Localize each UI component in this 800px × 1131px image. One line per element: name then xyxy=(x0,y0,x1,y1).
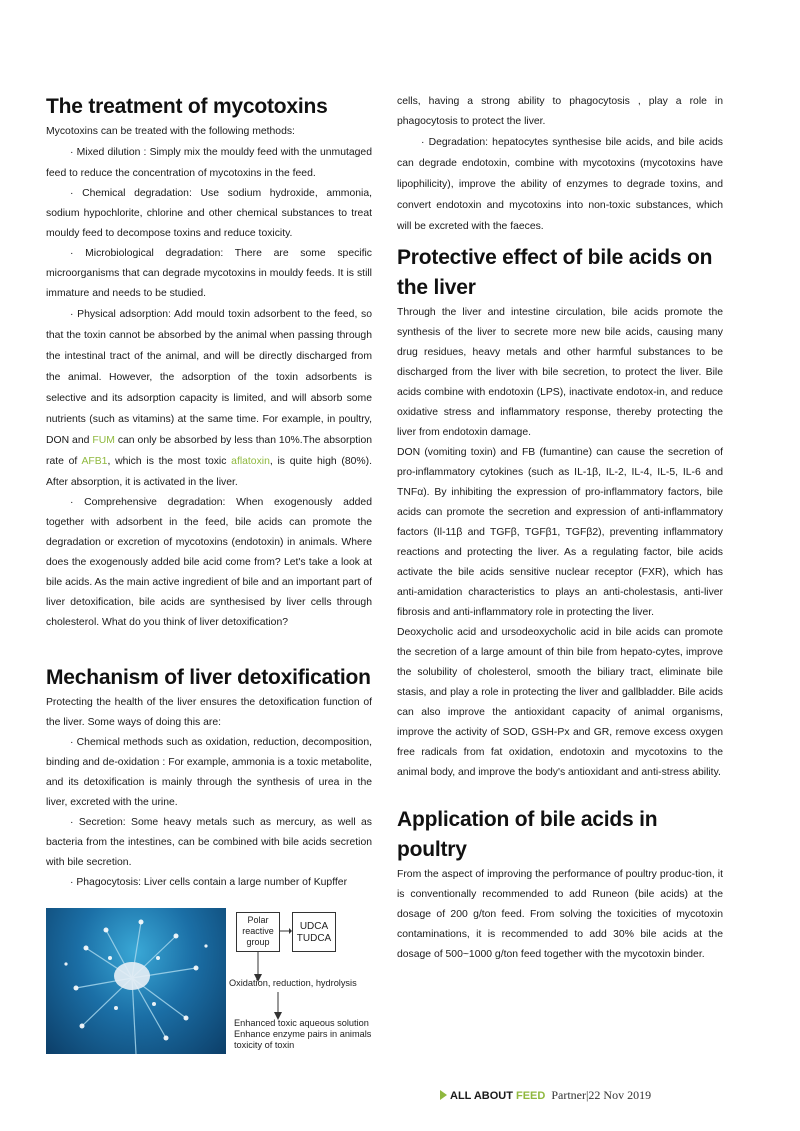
result-line-3: toxicity of toxin xyxy=(234,1040,295,1050)
physical-text-2: can only be absorbed by less than 10%.The absorption rate of xyxy=(46,435,373,467)
down-arrow-icon-2 xyxy=(271,992,285,1020)
footer-issue: Partner|22 Nov 2019 xyxy=(551,1088,652,1102)
result-line-1: Enhanced toxic aqueous solution xyxy=(234,1018,369,1028)
heading-treatment: The treatment of mycotoxins xyxy=(46,95,328,118)
left-column xyxy=(46,92,372,893)
fungus-illustration xyxy=(46,908,226,1054)
paragraph-mechanism-intro: Protecting the health of the liver ensures the detoxification function of the liver. Some ways of doing this are: xyxy=(46,697,372,728)
paragraph-protective-3: Deoxycholic acid and ursodeoxycholic acid in bile acids can promote the secretion of a large amount of thin bile from hepato-cytes, improve the solubility of cholesterol, smooth the biliary tract, eliminate bile stasis, and play a role in protecting the liver and gallbladder. Bile acids can also improve the antioxidant capacity of animal organisms, improve the activity of SOD, GSH-Px and GR, remove excess oxygen free radicals from fat oxidation, endotoxin and mycotoxins to the animal body, and improve the body's antioxidant and anti-stress ability. xyxy=(397,627,723,778)
paragraph-chemical-methods: · Chemical methods such as oxidation, reduction, decomposition, binding and de-oxidation : For example, ammonia is a toxic metabolite, and its detoxification is mainly through the synthesis of urea in the liver, excreted with the urine. xyxy=(46,737,372,808)
paragraph-physical-adsorption xyxy=(46,304,372,493)
polar-group-box: Polar reactive group xyxy=(236,912,280,952)
footer-brand-b: FEED xyxy=(516,1090,546,1102)
highlight-fum: FUM xyxy=(92,435,115,446)
detox-figure xyxy=(46,908,372,1054)
udca-tudca-box: UDCA TUDCA xyxy=(292,912,336,952)
heading-application: Application of bile acids in poultry xyxy=(397,808,658,861)
play-triangle-icon xyxy=(440,1090,447,1100)
footer-brand-a: ALL ABOUT xyxy=(450,1090,516,1102)
physical-text-4: , is quite high (80%). After absorption, it is activated in the liver. xyxy=(46,456,372,488)
page-footer xyxy=(440,1088,651,1103)
paragraph-secretion: · Secretion: Some heavy metals such as mercury, as well as bacteria from the intestines, can be combined with bile acids secretion with bile secretion. xyxy=(46,817,372,868)
paragraph-intro: Mycotoxins can be treated with the following methods: xyxy=(46,126,295,137)
right-column xyxy=(397,92,723,965)
fungus-image xyxy=(46,908,226,1054)
paragraph-application: From the aspect of improving the performance of poultry produc-tion, it is conventionally recommended to add Runeon (bile acids) at the dosage of 200 g/ton feed. From solving the toxicities of mycotoxin contaminations, it is recommended to add 30% bile acids at the dosage of 500~1000 g/ton feed together with the mycotoxin binder. xyxy=(397,869,723,960)
physical-text-3: , which is the most toxic xyxy=(107,456,232,467)
paragraph-protective-2: DON (vomiting toxin) and FB (fumantine) can cause the secretion of pro-inflammatory cytokines (such as IL-1β, IL-2, IL-4, IL-5, IL-6 and TNFα). By inhibiting the expression of pro-inflammatory factors, bile acids can promote the secretion and expression of anti-inflammatory factors (Il-11β and TGFβ, TGFβ1, TGFβ2), preventing inflammatory reactions and protecting the liver. As a regulating factor, bile acids activate the bile acids sensitive nuclear receptor (FXR), which has anti-amidation characteristics to plays an anti-cholestasis, anti-liver fibrosis and anti-inflammatory role in protecting the liver. xyxy=(397,447,723,618)
paragraph-comprehensive-degradation: · Comprehensive degradation: When exogenously added together with adsorbent in the feed, bile acids can promote the degradation or excretion of mycotoxins (endotoxin) in animals. Where does the exogenously added bile acid come from? Let's take a look at bile acids. As the main active ingredient of bile and an important part of liver detoxification, bile acids are synthesised by liver cells through cholesterol. What do you think of liver detoxification? xyxy=(46,497,372,628)
paragraph-chemical-degradation: · Chemical degradation: Use sodium hydroxide, ammonia, sodium hypochlorite, chlorine and other chemical substances to treat mouldy feed to decompose toxins and reduce toxicity. xyxy=(46,188,372,239)
reaction-label: Oxidation, reduction, hydrolysis xyxy=(229,978,357,988)
heading-protective-effect: Protective effect of bile acids on the liver xyxy=(397,246,713,299)
paragraph-phagocytosis-cont: cells, having a strong ability to phagocytosis , play a role in phagocytosis to protect the liver. xyxy=(397,96,723,127)
paragraph-phagocytosis: · Phagocytosis: Liver cells contain a large number of Kupffer xyxy=(70,877,348,888)
paragraph-protective-1: Through the liver and intestine circulation, bile acids promote the synthesis of the liver to secrete more new bile acids, causing many drug residues, heavy metals and other harmful substances to be discharged from the liver with bile secretion, to protect the liver. Bile acids combine with endotoxin (LPS), inactivate endotox-in, and reduce oxidative stress and inflammatory response, thereby protecting the liver from endotoxin damage. xyxy=(397,307,723,438)
physical-text-1: · Physical adsorption: Add mould toxin adsorbent to the feed, so that the toxin cannot be absorbed by the animal when passing through the intestinal tract of the animal, and will be directly discharged from the animal. However, the adsorption of the toxin adsorbents is selective and its adsorption capacity is limited, and will absorb some nutrients (such as vitamins) at the same time. For example, in poultry, DON and xyxy=(46,309,372,446)
result-line-2: Enhance enzyme pairs in animals xyxy=(234,1029,372,1039)
paragraph-microbiological-degradation: · Microbiological degradation: There are some specific microorganisms that can degrade mycotoxins in mouldy feeds. It is still immature and needs to be studied. xyxy=(46,248,372,299)
paragraph-degradation: · Degradation: hepatocytes synthesise bile acids, and bile acids can degrade endotoxin, combine with mycotoxins (mycotoxins have lipophilicity), improve the ability of enzymes to degrade toxins, and convert endotoxin and mycotoxins into non-toxic substances, which will be excreted with the faeces. xyxy=(397,137,723,232)
paragraph-mixed-dilution: · Mixed dilution : Simply mix the mouldy feed with the unmutaged feed to reduce the concentration of mycotoxins in the feed. xyxy=(46,147,372,179)
highlight-aflatoxin: aflatoxin xyxy=(231,456,270,467)
highlight-afb1: AFB1 xyxy=(81,456,108,467)
heading-mechanism: Mechanism of liver detoxification xyxy=(46,666,371,689)
right-arrow-icon xyxy=(280,926,292,936)
